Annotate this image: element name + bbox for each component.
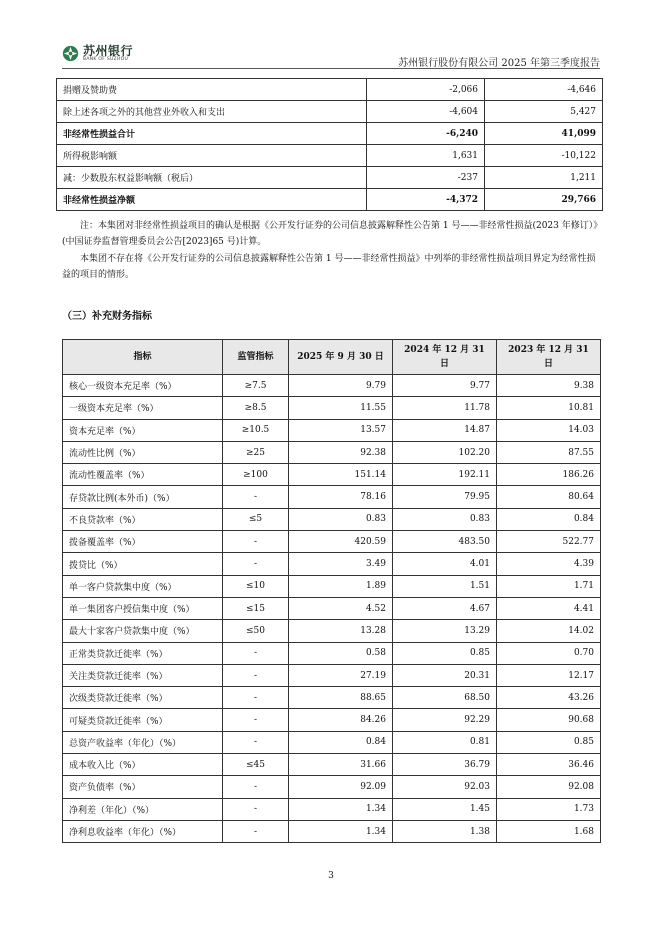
value-2024-12-31: 4.01 — [393, 553, 497, 575]
header-date-2: 2024 年 12 月 31 日 — [393, 340, 497, 375]
current-value: -4,372 — [367, 189, 485, 211]
value-2024-12-31: 102.20 — [393, 441, 497, 463]
regulatory-value: - — [223, 820, 289, 842]
value-2025-09-30: 11.55 — [289, 397, 393, 419]
value-2024-12-31: 92.29 — [393, 709, 497, 731]
row-label: 非经常性损益合计 — [57, 123, 367, 145]
value-2025-09-30: 84.26 — [289, 709, 393, 731]
indicator-name: 核心一级资本充足率（%） — [63, 375, 223, 397]
indicator-name: 不良贷款率（%） — [63, 508, 223, 530]
table-row — [57, 167, 603, 189]
value-2023-12-31: 12.17 — [497, 664, 601, 686]
row-label: 非经常性损益净额 — [57, 189, 367, 211]
regulatory-value: ≥10.5 — [223, 419, 289, 441]
indicator-name: 拨贷比（%） — [63, 553, 223, 575]
note-paragraph: 本集团不存在将《公开发行证券的公司信息披露解释性公告第 1 号——非经常性损益》中列举的非经常性损益项目界定为经常性损益的项目的情形。 — [62, 254, 596, 280]
indicator-table — [62, 339, 601, 843]
table-row — [63, 553, 601, 575]
value-2024-12-31: 1.45 — [393, 798, 497, 820]
value-2024-12-31: 1.38 — [393, 820, 497, 842]
value-2024-12-31: 9.77 — [393, 375, 497, 397]
table-row — [63, 798, 601, 820]
table-row — [63, 820, 601, 842]
table-row — [63, 709, 601, 731]
row-label: 捐赠及赞助费 — [57, 79, 367, 101]
indicator-name: 流动性覆盖率（%） — [63, 464, 223, 486]
row-label: 所得税影响额 — [57, 145, 367, 167]
value-2025-09-30: 78.16 — [289, 486, 393, 508]
table-row — [63, 597, 601, 619]
indicator-name: 净利差（年化）（%） — [63, 798, 223, 820]
table-row — [63, 531, 601, 553]
table-row — [63, 776, 601, 798]
value-2024-12-31: 0.81 — [393, 731, 497, 753]
header-date-3: 2023 年 12 月 31 日 — [497, 340, 601, 375]
table-header-row — [63, 340, 601, 375]
table-row — [63, 441, 601, 463]
table-row — [63, 508, 601, 530]
value-2024-12-31: 11.78 — [393, 397, 497, 419]
bank-logo-emblem-icon — [62, 45, 79, 62]
value-2024-12-31: 36.79 — [393, 754, 497, 776]
value-2024-12-31: 14.87 — [393, 419, 497, 441]
indicator-name: 次级类贷款迁徙率（%） — [63, 687, 223, 709]
logo-english-name: BANK OF SUZHOU — [83, 57, 129, 62]
table-row — [63, 754, 601, 776]
value-2024-12-31: 92.03 — [393, 776, 497, 798]
current-value: -2,066 — [367, 79, 485, 101]
prior-value: 29,766 — [485, 189, 603, 211]
table-row — [57, 145, 603, 167]
header-date-1: 2025 年 9 月 30 日 — [289, 340, 393, 375]
indicator-name: 一级资本充足率（%） — [63, 397, 223, 419]
logo-chinese-name: 苏州银行 — [83, 44, 134, 58]
value-2024-12-31: 79.95 — [393, 486, 497, 508]
row-label: 减：少数股东权益影响额（税后） — [57, 167, 367, 189]
header-indicator: 指标 — [63, 340, 223, 375]
regulatory-value: - — [223, 776, 289, 798]
table-row — [63, 664, 601, 686]
table-row — [63, 687, 601, 709]
table-row — [63, 575, 601, 597]
current-value: -237 — [367, 167, 485, 189]
table-row — [57, 79, 603, 101]
value-2025-09-30: 0.58 — [289, 642, 393, 664]
value-2025-09-30: 1.89 — [289, 575, 393, 597]
regulatory-value: ≥7.5 — [223, 375, 289, 397]
prior-value: 5,427 — [485, 101, 603, 123]
value-2025-09-30: 92.09 — [289, 776, 393, 798]
value-2023-12-31: 1.68 — [497, 820, 601, 842]
note-paragraph: 注：本集团对非经常性损益项目的确认是根据《公开发行证券的公司信息披露解释性公告第 1 号——非经常性损益(2023 年修订）》(中国证券监督管理委员会公告[2023]65 号)计算。 — [62, 221, 598, 247]
value-2025-09-30: 27.19 — [289, 664, 393, 686]
table-row — [57, 101, 603, 123]
regulatory-value: ≤5 — [223, 508, 289, 530]
indicator-name: 资本充足率（%） — [63, 419, 223, 441]
table-row-total — [57, 123, 603, 145]
prior-value: -4,646 — [485, 79, 603, 101]
value-2025-09-30: 0.83 — [289, 508, 393, 530]
value-2025-09-30: 13.57 — [289, 419, 393, 441]
nonrecurring-table — [56, 78, 603, 211]
value-2023-12-31: 0.70 — [497, 642, 601, 664]
value-2023-12-31: 186.26 — [497, 464, 601, 486]
table-row — [63, 419, 601, 441]
value-2023-12-31: 1.73 — [497, 798, 601, 820]
value-2024-12-31: 0.85 — [393, 642, 497, 664]
value-2023-12-31: 522.77 — [497, 531, 601, 553]
regulatory-value: ≥8.5 — [223, 397, 289, 419]
value-2023-12-31: 87.55 — [497, 441, 601, 463]
section-title: （三）补充财务指标 — [62, 311, 152, 322]
value-2025-09-30: 0.84 — [289, 731, 393, 753]
table-row — [63, 486, 601, 508]
value-2023-12-31: 14.03 — [497, 419, 601, 441]
regulatory-value: - — [223, 687, 289, 709]
regulatory-value: - — [223, 553, 289, 575]
indicator-table-body — [63, 375, 601, 843]
indicator-name: 单一集团客户授信集中度（%） — [63, 597, 223, 619]
indicator-name: 拨备覆盖率（%） — [63, 531, 223, 553]
regulatory-value: - — [223, 731, 289, 753]
indicator-name: 流动性比例（%） — [63, 441, 223, 463]
value-2025-09-30: 3.49 — [289, 553, 393, 575]
value-2023-12-31: 36.46 — [497, 754, 601, 776]
value-2024-12-31: 1.51 — [393, 575, 497, 597]
value-2023-12-31: 4.39 — [497, 553, 601, 575]
regulatory-value: ≤45 — [223, 754, 289, 776]
indicator-name: 单一客户贷款集中度（%） — [63, 575, 223, 597]
value-2025-09-30: 151.14 — [289, 464, 393, 486]
indicator-name: 最大十家客户贷款集中度（%） — [63, 620, 223, 642]
value-2025-09-30: 1.34 — [289, 798, 393, 820]
indicator-name: 资产负债率（%） — [63, 776, 223, 798]
indicator-name: 正常类贷款迁徙率（%） — [63, 642, 223, 664]
value-2025-09-30: 88.65 — [289, 687, 393, 709]
regulatory-value: ≤10 — [223, 575, 289, 597]
header-divider — [62, 68, 600, 69]
value-2023-12-31: 10.81 — [497, 397, 601, 419]
value-2025-09-30: 9.79 — [289, 375, 393, 397]
bank-logo — [62, 44, 182, 66]
value-2023-12-31: 4.41 — [497, 597, 601, 619]
value-2023-12-31: 92.08 — [497, 776, 601, 798]
value-2023-12-31: 14.02 — [497, 620, 601, 642]
value-2023-12-31: 90.68 — [497, 709, 601, 731]
current-value: -4,604 — [367, 101, 485, 123]
regulatory-value: ≥25 — [223, 441, 289, 463]
value-2024-12-31: 68.50 — [393, 687, 497, 709]
value-2023-12-31: 1.71 — [497, 575, 601, 597]
indicator-name: 可疑类贷款迁徙率（%） — [63, 709, 223, 731]
value-2024-12-31: 483.50 — [393, 531, 497, 553]
regulatory-value: ≤50 — [223, 620, 289, 642]
regulatory-value: - — [223, 642, 289, 664]
regulatory-value: - — [223, 798, 289, 820]
table-row — [63, 642, 601, 664]
value-2023-12-31: 0.84 — [497, 508, 601, 530]
table-row — [63, 397, 601, 419]
regulatory-value: - — [223, 709, 289, 731]
value-2025-09-30: 13.28 — [289, 620, 393, 642]
value-2024-12-31: 13.29 — [393, 620, 497, 642]
page-number: 3 — [328, 871, 334, 881]
table-row-total — [57, 189, 603, 211]
prior-value: 41,099 — [485, 123, 603, 145]
value-2024-12-31: 192.11 — [393, 464, 497, 486]
value-2023-12-31: 43.26 — [497, 687, 601, 709]
regulatory-value: - — [223, 531, 289, 553]
header-regulatory: 监管指标 — [223, 340, 289, 375]
value-2025-09-30: 4.52 — [289, 597, 393, 619]
prior-value: -10,122 — [485, 145, 603, 167]
value-2024-12-31: 0.83 — [393, 508, 497, 530]
regulatory-value: - — [223, 486, 289, 508]
prior-value: 1,211 — [485, 167, 603, 189]
regulatory-value: ≤15 — [223, 597, 289, 619]
value-2025-09-30: 420.59 — [289, 531, 393, 553]
row-label: 除上述各项之外的其他营业外收入和支出 — [57, 101, 367, 123]
indicator-name: 关注类贷款迁徙率（%） — [63, 664, 223, 686]
value-2025-09-30: 92.38 — [289, 441, 393, 463]
report-title: 苏州银行股份有限公司 2025 年第三季度报告 — [398, 58, 600, 69]
value-2024-12-31: 20.31 — [393, 664, 497, 686]
table-row — [63, 464, 601, 486]
table-row — [63, 731, 601, 753]
value-2025-09-30: 31.66 — [289, 754, 393, 776]
value-2023-12-31: 0.85 — [497, 731, 601, 753]
indicator-name: 成本收入比（%） — [63, 754, 223, 776]
indicator-name: 净利息收益率（年化）（%） — [63, 820, 223, 842]
regulatory-value: - — [223, 664, 289, 686]
table-row — [63, 620, 601, 642]
regulatory-value: ≥100 — [223, 464, 289, 486]
current-value: -6,240 — [367, 123, 485, 145]
indicator-name: 总资产收益率（年化）（%） — [63, 731, 223, 753]
value-2023-12-31: 9.38 — [497, 375, 601, 397]
value-2024-12-31: 4.67 — [393, 597, 497, 619]
indicator-name: 存贷款比例(本外币)（%） — [63, 486, 223, 508]
current-value: 1,631 — [367, 145, 485, 167]
value-2023-12-31: 80.64 — [497, 486, 601, 508]
table-row — [63, 375, 601, 397]
value-2025-09-30: 1.34 — [289, 820, 393, 842]
